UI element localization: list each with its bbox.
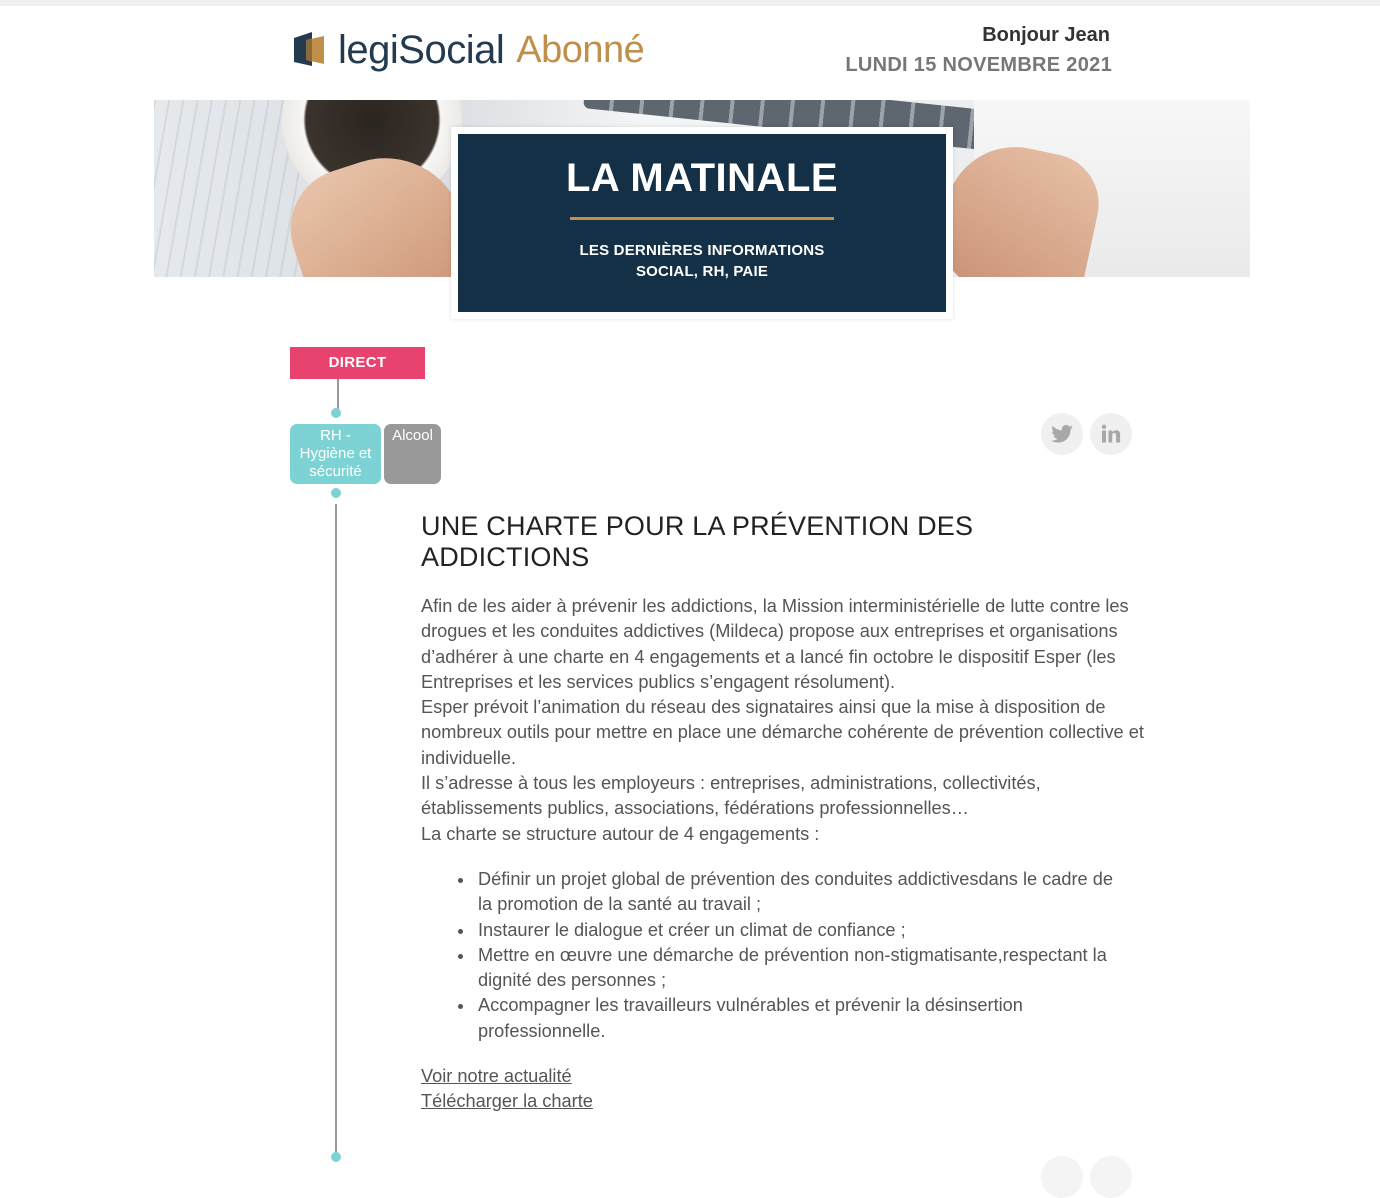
logo-mark-icon (290, 30, 332, 70)
timeline-line-top (337, 379, 339, 409)
download-charter-link[interactable]: Télécharger la charte (421, 1091, 593, 1112)
article-links (421, 1064, 593, 1115)
article-paragraph: Il s’adresse à tous les employeurs : entreprises, administrations, collectivités, établissements publics, associations, fédérations professionnelles… (421, 773, 1041, 819)
article-headline (421, 511, 1141, 573)
brand-name: legiSocial (338, 28, 505, 72)
twitter-share-button-next[interactable] (1041, 1156, 1083, 1198)
engagements-list (421, 867, 1121, 1044)
linkedin-share-button-next[interactable] (1090, 1156, 1132, 1198)
list-item: Accompagner les travailleurs vulnérables et prévenir la désinsertion professionnelle. (478, 993, 1121, 1044)
twitter-icon (1051, 425, 1073, 443)
linkedin-share-button[interactable] (1090, 413, 1132, 455)
newsletter-subtitle-line1: LES DERNIÈRES INFORMATIONS (579, 242, 825, 259)
timeline-dot (331, 408, 341, 418)
timeline-dot (331, 1152, 341, 1162)
topic-tag-alcool[interactable]: Alcool (384, 424, 441, 484)
category-tag-line2: Hygiène et (299, 445, 372, 462)
article-headline-line1: UNE CHARTE POUR LA PRÉVENTION DES (421, 511, 974, 541)
brand-suffix: Abonné (516, 29, 645, 71)
category-tag-line3: sécurité (309, 463, 362, 480)
newsletter-title: LA MATINALE (565, 156, 839, 200)
list-item: Mettre en œuvre une démarche de prévention non-stigmatisante,respectant la dignité des personnes ; (478, 943, 1121, 994)
article-paragraph: Afin de les aider à prévenir les addictions, la Mission interministérielle de lutte contre les drogues et les conduites addictives (Mildeca) propose aux entreprises et organisations d’adhérer à une charte en 4 engagements et a lancé fin octobre le dispositif Esper (les Entreprises et les services publics s’engagent résolument). (421, 596, 1129, 692)
twitter-share-button[interactable] (1041, 413, 1083, 455)
timeline-dot (331, 488, 341, 498)
article-paragraph: Esper prévoit l’animation du réseau des signataires ainsi que la mise à disposition de nombreux outils pour mettre en place une démarche cohérente de prévention collective et individuelle. (421, 697, 1144, 768)
title-divider (570, 217, 834, 220)
newsletter-subtitle-line2: SOCIAL, RH, PAIE (635, 263, 769, 280)
direct-badge: DIRECT (290, 347, 425, 379)
news-link[interactable]: Voir notre actualité (421, 1066, 572, 1086)
timeline-line (335, 504, 337, 1154)
legisocial-logo[interactable] (290, 26, 644, 74)
article-body (421, 594, 1145, 847)
category-tag-line1: RH - (320, 427, 351, 444)
linkedin-icon (1101, 424, 1121, 444)
user-greeting: Bonjour Jean (982, 24, 1110, 46)
article-headline-line2: ADDICTIONS (421, 542, 590, 572)
list-item: Instaurer le dialogue et créer un climat de confiance ; (478, 918, 1121, 943)
issue-date: LUNDI 15 NOVEMBRE 2021 (845, 54, 1112, 76)
article-paragraph: La charte se structure autour de 4 engagements : (421, 823, 820, 844)
category-tag-rh-hygiene-securite[interactable] (290, 424, 381, 484)
newsletter-title-card (458, 134, 946, 312)
top-bar (0, 0, 1380, 6)
list-item: Définir un projet global de prévention des conduites addictivesdans le cadre de la promotion de la santé au travail ; (478, 867, 1121, 918)
